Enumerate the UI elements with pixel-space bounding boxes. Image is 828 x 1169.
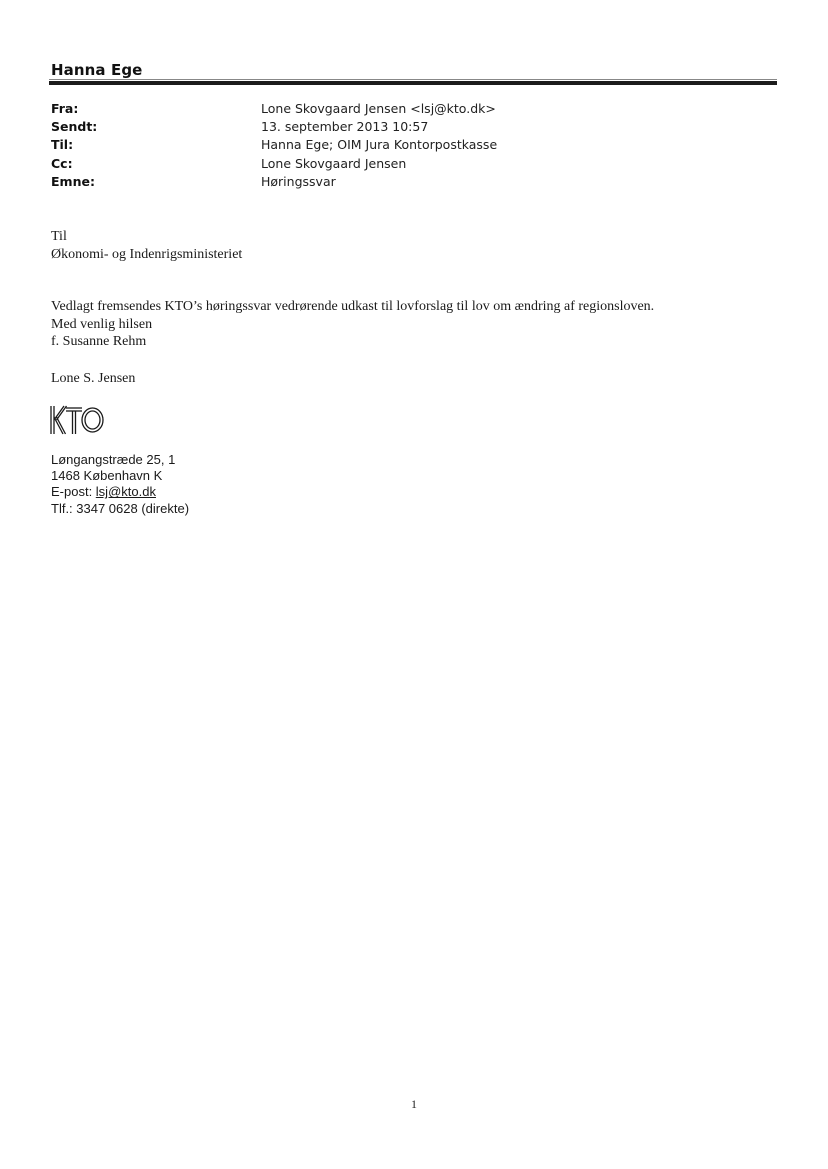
mailbox-owner-name: Hanna Ege: [51, 61, 143, 79]
page-number: 1: [411, 1097, 417, 1111]
signer-name: Lone S. Jensen: [51, 371, 136, 386]
greeting-line-recipient: Økonomi- og Indenrigsministeriet: [51, 246, 243, 262]
message-line-main: Vedlagt fremsendes KTO’s høringssvar vedrørende udkast til lovforslag til lov om ændring af regionsloven.: [51, 299, 655, 314]
header-label-cc: Cc:: [51, 155, 73, 171]
message-line-closing: Med venlig hilsen: [51, 316, 153, 332]
header-row-from: [51, 100, 497, 118]
header-label-from: Fra:: [51, 101, 79, 116]
header-rule: [49, 81, 777, 85]
header-rule-thin: [49, 79, 777, 80]
header-value-from: Lone Skovgaard Jensen <lsj@kto.dk>: [261, 101, 496, 116]
header-value-to: Hanna Ege; OIM Jura Kontorpostkasse: [261, 137, 498, 153]
header-label-subject: Emne:: [51, 173, 95, 189]
header-value-cc: Lone Skovgaard Jensen: [261, 155, 407, 171]
email-link[interactable]: lsj@kto.dk: [95, 484, 156, 500]
kto-logo-icon: [49, 403, 105, 436]
address-phone: Tlf.: 3347 0628 (direkte): [51, 500, 190, 516]
address-block: [51, 452, 189, 517]
header-row-cc: [51, 155, 497, 173]
address-city: 1468 København K: [51, 468, 163, 484]
header-value-subject: Høringssvar: [261, 173, 336, 189]
address-email-label: E-post:: [51, 484, 96, 500]
header-label-to: Til:: [51, 137, 74, 153]
message-line-sender: f. Susanne Rehm: [51, 334, 147, 349]
email-headers: [51, 100, 497, 191]
header-row-sent: [51, 118, 497, 136]
header-value-sent: 13. september 2013 10:57: [261, 119, 429, 135]
header-label-sent: Sendt:: [51, 119, 98, 135]
header-row-subject: [51, 173, 497, 191]
greeting: [51, 228, 242, 263]
greeting-line-to: Til: [51, 229, 67, 244]
address-street: Løngangstræde 25, 1: [51, 452, 176, 467]
header-row-to: [51, 136, 497, 154]
address-email-line: [51, 484, 189, 500]
message-body: [51, 298, 654, 351]
